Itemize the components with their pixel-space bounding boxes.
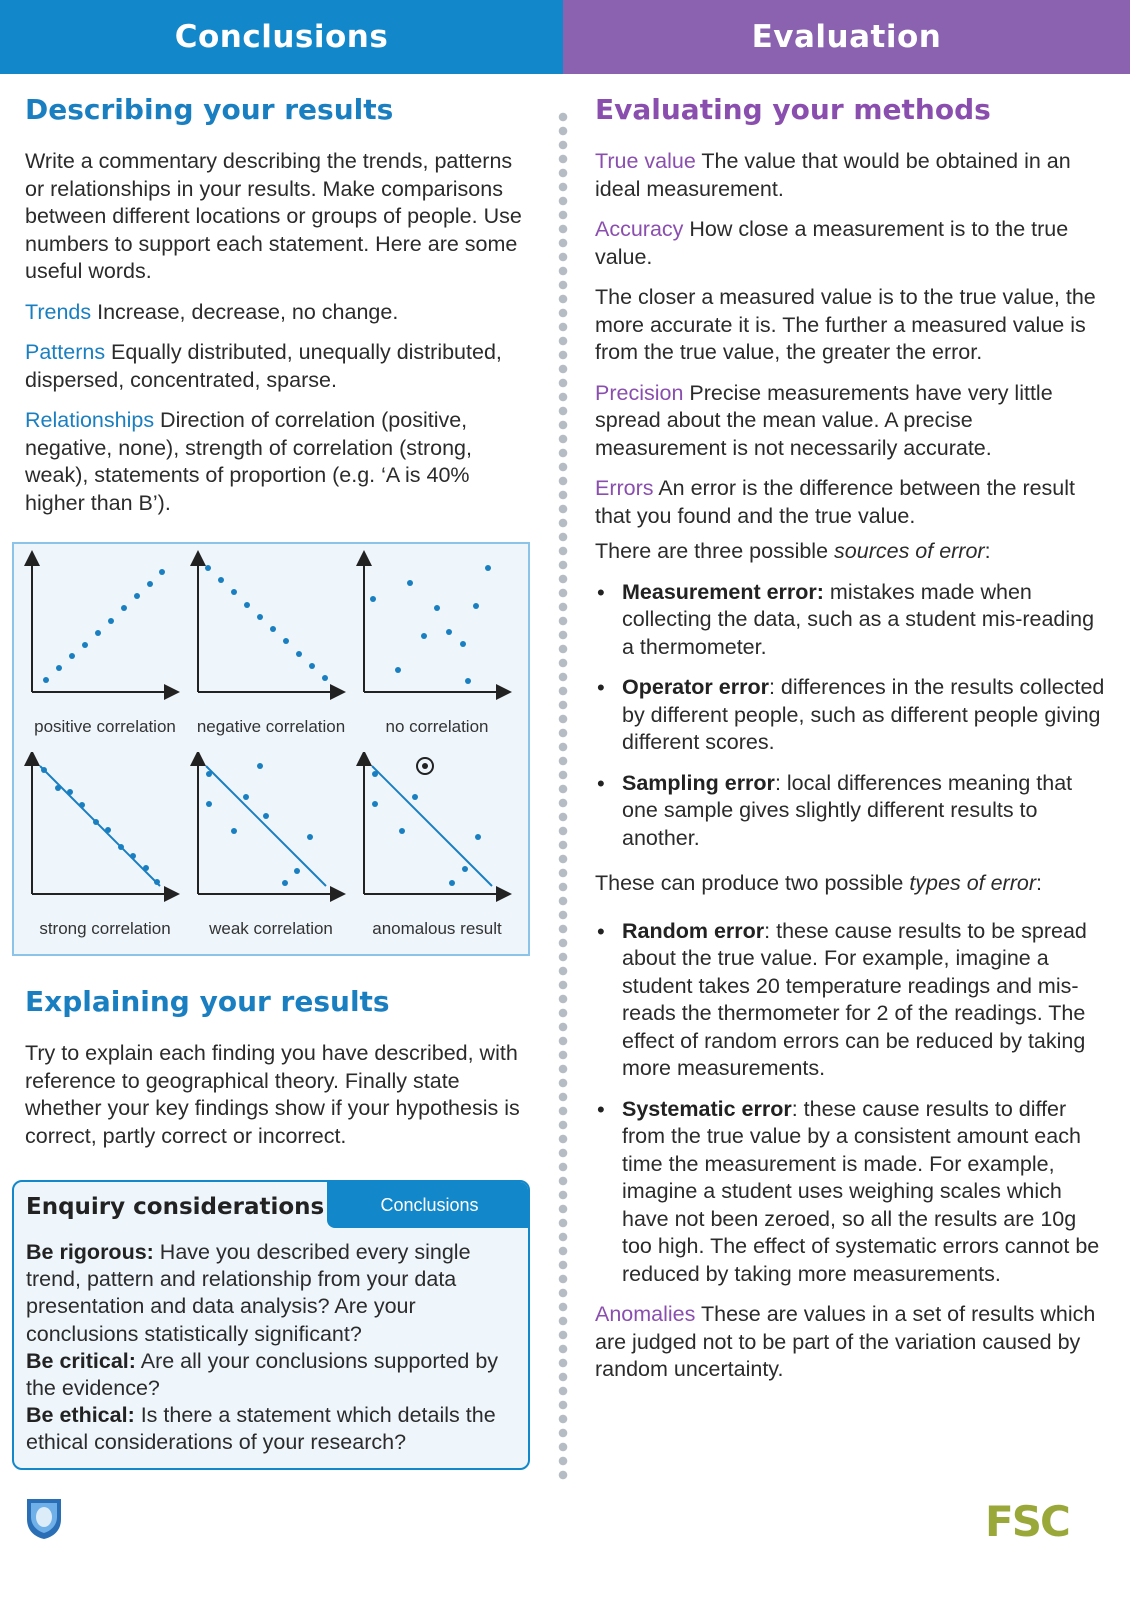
dotted-column-divider <box>556 110 570 1480</box>
trends-text: Increase, decrease, no change. <box>91 299 399 324</box>
plot-strong-correlation <box>20 752 190 952</box>
correlation-diagrams <box>12 542 530 956</box>
positive-correlation-graph <box>20 550 190 715</box>
enquiry-tab-conclusions: Conclusions <box>327 1182 530 1228</box>
describing-heading: Describing your results <box>25 93 394 126</box>
be-ethical: Be ethical: Is there a statement which details the ethical considerations of your research? <box>26 1403 496 1455</box>
evaluation-title: Evaluation <box>751 19 942 55</box>
fsc-logo: FSC <box>985 1497 1069 1546</box>
enquiry-body <box>26 1239 521 1457</box>
evaluating-heading: Evaluating your methods <box>595 93 991 126</box>
explaining-text: Try to explain each finding you have described, with reference to geographical theory. Finally state whether your key findings show if your hypothesis is correct, partly correct or incorrect. <box>25 1041 520 1148</box>
trends-paragraph <box>25 299 535 327</box>
open-university-logo <box>23 1495 65 1541</box>
enquiry-considerations-box <box>12 1180 530 1470</box>
types-list <box>595 918 1105 1289</box>
conclusions-header <box>0 0 563 74</box>
evaluating-section <box>595 93 1105 1397</box>
anomalies-paragraph: Anomalies These are values in a set of results which are judged not to be part of the variation caused by random uncertainty. <box>595 1302 1096 1381</box>
enquiry-title: Enquiry considerations <box>26 1194 325 1220</box>
accuracy-paragraph: Accuracy How close a measurement is to the true value. <box>595 217 1069 269</box>
relationships-text: Direction of correlation (positive, negative, none), strength of correlation (strong, weak), statements of proportion (e.g. ‘A is 40% higher than B’). <box>25 408 472 515</box>
describing-section <box>25 93 535 530</box>
evaluation-header <box>563 0 1130 74</box>
plot-no-correlation <box>352 550 522 750</box>
list-item: • Operator error: differences in the results collected by different people, such as different people giving different scores. <box>622 674 1105 757</box>
list-item: • Measurement error: mistakes made when collecting the data, such as a student mis-reading a thermometer. <box>622 579 1105 662</box>
list-item: • Systematic error: these cause results to differ from the true value by a consistent amount each time the measurement is made. For example, imagine a student uses weighing scales which have not been zeroed, so all the results are 10g too high. The effect of systematic errors cannot be reduced by taking more measurements. <box>622 1096 1105 1289</box>
trends-term: Trends <box>25 299 92 324</box>
strong-correlation-graph <box>20 752 190 917</box>
list-item: • Random error: these cause results to be spread about the true value. For example, imagine a student takes 20 temperature readings and mis-reads the thermometer for 2 of the readings. The effect of random errors can be reduced by taking more measurements. <box>622 918 1105 1083</box>
sources-intro: There are three possible sources of error: <box>595 539 991 563</box>
label-strong-correlation: strong correlation <box>39 919 171 938</box>
patterns-paragraph <box>25 339 535 394</box>
precision-paragraph: Precision Precise measurements have very little spread about the mean value. A precise measurement is not necessarily accurate. <box>595 380 1053 460</box>
types-intro: These can produce two possible types of error: <box>595 871 1042 895</box>
describing-intro: Write a commentary describing the trends, patterns or relationships in your results. Make comparisons between different locations or groups of people. Use numbers to support each statement. Here are some useful words. <box>25 149 522 283</box>
no-correlation-graph <box>352 550 522 715</box>
label-no-correlation: no correlation <box>385 717 489 736</box>
explaining-section <box>25 985 535 1163</box>
label-positive-correlation: positive correlation <box>34 717 176 736</box>
be-critical: Be critical: Are all your conclusions supported by the evidence? <box>26 1348 499 1401</box>
weak-correlation-graph <box>186 752 356 917</box>
plot-weak-correlation <box>186 752 356 952</box>
closer-paragraph: The closer a measured value is to the true value, the more accurate it is. The further a measured value is from the true value, the greater the error. <box>595 285 1096 364</box>
relationships-term: Relationships <box>25 408 155 432</box>
label-negative-correlation: negative correlation <box>196 717 346 736</box>
anomalous-result-graph <box>352 752 522 917</box>
conclusions-title: Conclusions <box>174 19 389 55</box>
patterns-term: Patterns <box>25 340 106 364</box>
true-value-paragraph: True value The value that would be obtained in an ideal measurement. <box>595 149 1071 201</box>
label-anomalous-result: anomalous result <box>372 919 502 938</box>
relationships-paragraph <box>25 407 535 517</box>
negative-correlation-graph <box>186 550 356 715</box>
explaining-heading: Explaining your results <box>25 985 390 1018</box>
patterns-text: Equally distributed, unequally distributed, dispersed, concentrated, sparse. <box>25 340 502 392</box>
errors-paragraph: Errors An error is the difference between the result that you found and the true value. <box>595 476 1076 528</box>
plot-negative-correlation <box>186 550 356 750</box>
plot-anomalous-result <box>352 752 522 952</box>
be-rigorous: Be rigorous: Have you described every single trend, pattern and relationship from your data presentation and data analysis? Are your conclusions statistically significant? <box>26 1240 471 1346</box>
list-item: • Sampling error: local differences meaning that one sample gives slightly different results to another. <box>622 770 1105 853</box>
plot-positive-correlation <box>20 550 190 750</box>
label-weak-correlation: weak correlation <box>209 919 333 938</box>
sources-list <box>595 579 1105 853</box>
